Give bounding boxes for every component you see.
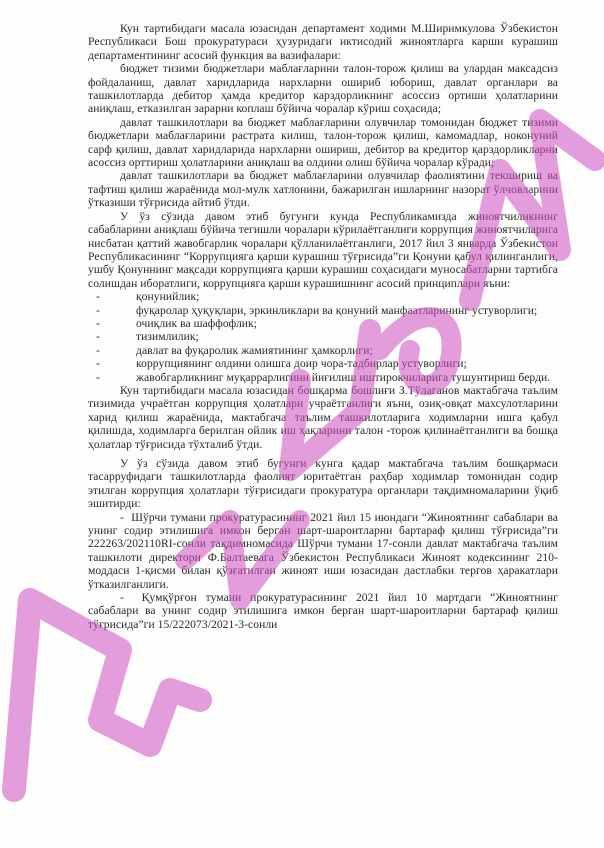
list-item: - жавобгарликнинг муқаррарлигини йиғилиш иштирокчиларига тушунтириш берди. [96,370,551,384]
list-item: - фуқаролар ҳуқуқлари, эркинликлари ва қонуний манфаатларининг устуворлиги; [96,303,538,317]
paragraph: Кун тартибидаги масала юзасидан бошқарма бошлиғи З.Тўлаганов мактабгача таълим тизимида учраётган коррупция ҳолатлари учраётганлиги яъни, озиқ-овқат махсулотларини харид қилиш жараёнида, мактабгача таълим ташкилотларига ходимларни ишга қабул қилишда, ходимларга берилган ойлик иш ҳақларини талон -торож қилинаётганлиги ва бошқа ҳолатлар тўғрисида тўхталиб ўтди. [88,383,558,451]
paragraph: У ўз сўзида давом этиб бугунги кунда Республикамизда жиноятчиликнинг сабабларини аниқлаш бўйича тегишли чоралари кўрилаётганлиги коррупция жиноятчиларига нисбатан қаттий жавобгарлик чоралари қўлланилаётганлиги, 2017 йил 3 январда Ўзбекистон Республикасининг “Коррупцияга қарши курашиш тўғрисида”ги Қонуни қабул қилинганлиги, ушбу Қонуннинг мақсади коррупцияга қарши курашиш соҳасидаги муносабатларни тартибга солишдан иборатлиги, коррупцияга қарши курашишнинг асосий принциплари яъни: [88,209,558,290]
document-body [88,22,558,631]
paragraph-dash-item: - Шўрчи тумани прокуратурасининг 2021 йил 15 июндаги “Жиноятнинг сабаблари ва унинг содир этилишига имкон берган шарт-шароитларни бартараф қилиш тўғрисида”ги 222263/202110RI-сонли тақдимномасида Шўрчи тумани 17-сонли давлат мактабгача таълим ташкилоти директори Ф.Балтаевага Ўзбекистон Республикаси Жиноят кодексининг 210-моддаси 1-қисми билан қўзғатилган жиноят иши юзасидан дастлабки тергов ҳаракатлари ўтказилганлиги. [88,510,558,591]
paragraph: Кун тартибидаги масала юзасидан департамент ходими М.Ширимкулова Ўзбекистон Республикаси Бош прокуратураси ҳузуридаги иктисодий жиноятларга карши курашиш департаментининг асосий функция ва вазифалари: [88,22,558,62]
list-item: - коррупциянинг олдини олишга доир чора-тадбирлар устуворлиги; [96,357,467,371]
list-item: - тизимлилик; [96,330,199,344]
paragraph: давлат ташкилотлари ва бюджет маблағларини олувчилар томонидан бюджет тизими бюджетлари маблағларини растрата килиш, талон-торож қилиш, камомадлар, ноконуний сарф қилиш, давлат харидларида нархларни ошириш, дебитор ва кредитор қарздорликларни асоссиз орттириш ҳолатларини аниқлаш ва олдини олиш бўйича чоралар кўради; [88,115,558,170]
list-item: - қонунийлик; [96,290,200,304]
paragraph: давлат ташкилотлари ва бюджет маблағларини олувчилар фаолиятини текшириш ва тафтиш қилиш жараёнида мол-мулк хатлонини, бажарилган ишларнинг назорат ўлчовларини ўтказиши тўғрисида айтиб ўтди. [88,169,558,210]
list-item: - давлат ва фуқаролик жамиятининг ҳамкорлиги; [96,343,373,357]
paragraph: У ўз сўзида давом этиб бугунги кунга қадар мактабгача таълим бошқармаси тасарруфидаги ташкилотларда фаолият юритаётган раҳбар ходимлар томонидан содир этилган коррупция ҳолатлари тўғрисидаги прокуратура органлари тақдимномаларини ўқиб эшитирди: [88,457,558,511]
paragraph: бюджет тизими бюджетлари маблағларини талон-торож қилиш ва улардан максадсиз фойдаланиш, давлат харидларида нархларни ошириб юбориш, давлат органлари ва ташкилотларда дебитор ҳамда кредитор карздорликнинг асоссиз ортиши ҳолатларини аниқлаш, етказилган зарарни коплаш бўйича чоралар кўриш соҳасида; [88,62,558,116]
list-item: - очиқлик ва шаффофлик; [96,316,257,330]
paragraph-dash-item: - Қумқўрғон тумани прокуратурасининг 2021 йил 10 мартдаги “Жиноятнинг сабаблари ва унинг содир этилишига имкон берган шарт-шароитларни бартараф қилиш тўғрисида”ги 15/222073/2021-3-сонли [88,591,558,631]
